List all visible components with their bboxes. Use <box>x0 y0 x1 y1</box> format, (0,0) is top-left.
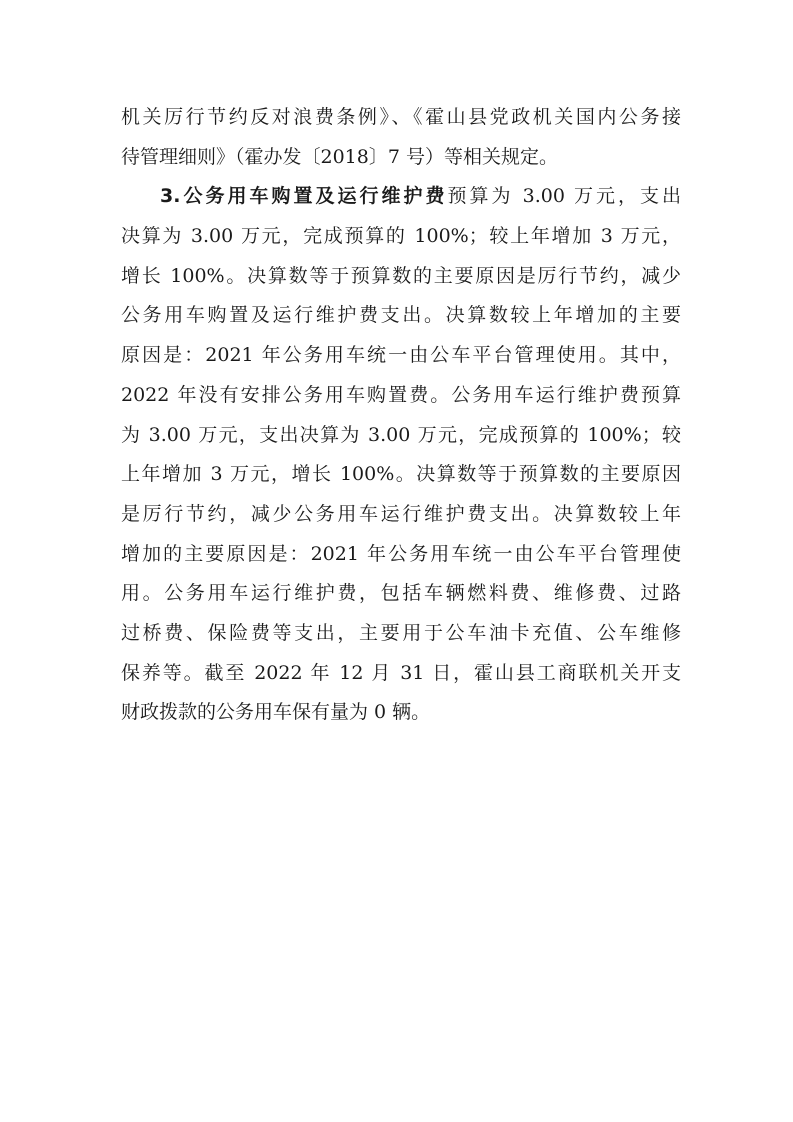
section-heading-line <box>121 177 681 217</box>
paragraph-line: 财政拨款的公务用车保有量为 0 辆。 <box>121 701 431 724</box>
paragraph-line: 为 3.00 万元，支出决算为 3.00 万元，完成预算的 100%；较 <box>121 423 681 446</box>
paragraph-line: 是厉行节约，减少公务用车运行维护费支出。决算数较上年 <box>121 502 681 525</box>
paragraph-line: 2022 年没有安排公务用车购置费。公务用车运行维护费预算 <box>121 383 681 406</box>
paragraph-line: 过桥费、保险费等支出，主要用于公车油卡充值、公车维修 <box>121 621 681 644</box>
paragraph-text: 预算为 3.00 万元，支出 <box>447 185 681 208</box>
section-heading: 3.公务用车购置及运行维护费 <box>160 185 448 208</box>
body-text <box>121 98 681 733</box>
paragraph-line: 增长 100%。决算数等于预算数的主要原因是厉行节约，减少 <box>121 264 681 287</box>
paragraph-line: 原因是：2021 年公务用车统一由公车平台管理使用。其中， <box>121 344 681 367</box>
paragraph-line: 用。公务用车运行维护费，包括车辆燃料费、维修费、过路 <box>121 582 681 605</box>
paragraph-line: 公务用车购置及运行维护费支出。决算数较上年增加的主要 <box>121 304 681 327</box>
paragraph-line: 待管理细则》（霍办发〔2018〕7 号）等相关规定。 <box>121 145 558 168</box>
paragraph-line: 增加的主要原因是：2021 年公务用车统一由公车平台管理使 <box>121 542 681 565</box>
paragraph-line: 决算为 3.00 万元，完成预算的 100%；较上年增加 3 万元， <box>121 225 681 248</box>
paragraph-line: 保养等。截至 2022 年 12 月 31 日，霍山县工商联机关开支 <box>121 661 681 684</box>
paragraph-line: 机关厉行节约反对浪费条例》、《霍山县党政机关国内公务接 <box>121 106 681 128</box>
paragraph-line: 上年增加 3 万元，增长 100%。决算数等于预算数的主要原因 <box>121 463 681 486</box>
